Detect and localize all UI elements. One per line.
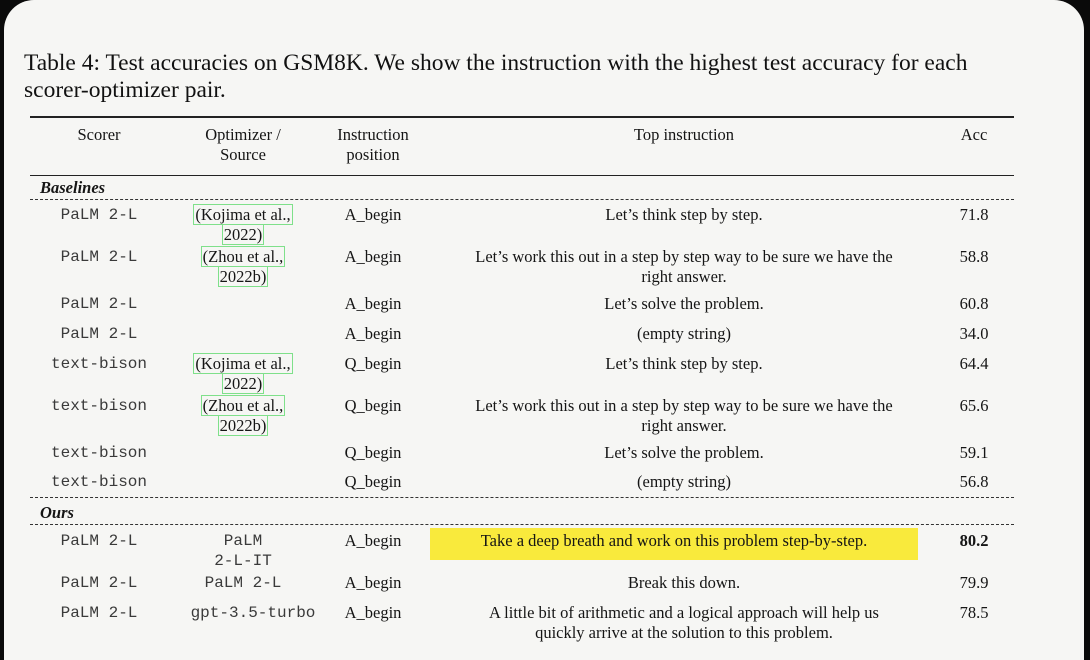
- row-scorer: text-bison: [50, 444, 147, 462]
- section-baselines: Baselines: [40, 178, 106, 197]
- row-optimizer: [178, 396, 308, 436]
- row-instruction: Let’s work this out in a step by step way to be sure we have the right answer.: [475, 247, 893, 286]
- row-instruction: Let’s solve the problem.: [604, 294, 764, 313]
- header-top-instruction: Top instruction: [633, 125, 735, 144]
- row-scorer: PaLM 2-L: [60, 604, 138, 622]
- row-position: A_begin: [344, 324, 402, 343]
- row-position: A_begin: [344, 247, 402, 266]
- citation-link[interactable]: 2022): [223, 225, 263, 244]
- row-instruction: Let’s work this out in a step by step way to be sure we have the right answer.: [475, 396, 893, 435]
- citation-link[interactable]: (Zhou et al.,: [202, 396, 284, 415]
- row-position: Q_begin: [344, 472, 402, 491]
- row-position: A_begin: [344, 603, 402, 622]
- header-scorer: Scorer: [77, 125, 121, 144]
- row-position: A_begin: [344, 531, 402, 550]
- row-position: Q_begin: [344, 396, 402, 415]
- header-instruction-position: Instruction position: [337, 125, 409, 164]
- row-position: A_begin: [344, 573, 402, 592]
- row-position: Q_begin: [344, 354, 402, 373]
- row-instruction: (empty string): [637, 472, 731, 491]
- row-acc: 58.8: [959, 247, 989, 266]
- citation-link[interactable]: 2022): [223, 374, 263, 393]
- row-position: A_begin: [344, 294, 402, 313]
- section-divider: [30, 524, 1014, 525]
- row-instruction: (empty string): [637, 324, 731, 343]
- section-ours: Ours: [40, 503, 74, 522]
- row-optimizer: PaLM 2-L: [204, 574, 282, 592]
- citation-link[interactable]: (Kojima et al.,: [195, 205, 291, 224]
- row-scorer: text-bison: [50, 355, 147, 373]
- row-scorer: text-bison: [50, 397, 147, 415]
- row-instruction: A little bit of arithmetic and a logical approach will help us quickly arrive at the solution to this problem.: [489, 603, 879, 642]
- top-rule: [30, 116, 1014, 118]
- row-scorer: PaLM 2-L: [60, 532, 138, 550]
- header-optimizer: Optimizer / Source: [205, 125, 281, 164]
- row-scorer: PaLM 2-L: [60, 574, 138, 592]
- header-rule: [30, 175, 1014, 176]
- row-acc: 78.5: [959, 603, 989, 622]
- row-scorer: PaLM 2-L: [60, 295, 138, 313]
- row-acc: 59.1: [959, 443, 989, 462]
- paper-page: [4, 0, 1084, 660]
- row-acc: 71.8: [959, 205, 989, 224]
- row-acc-best: 80.2: [959, 531, 989, 550]
- citation-link[interactable]: (Kojima et al.,: [195, 354, 291, 373]
- row-instruction: Let’s solve the problem.: [604, 443, 764, 462]
- row-optimizer: [178, 247, 308, 287]
- row-optimizer: PaLM 2-L-IT: [214, 532, 272, 570]
- row-instruction: Let’s think step by step.: [605, 354, 763, 373]
- citation-link[interactable]: 2022b): [219, 416, 267, 435]
- row-acc: 79.9: [959, 573, 989, 592]
- citation-link[interactable]: 2022b): [219, 267, 267, 286]
- row-scorer: text-bison: [50, 473, 147, 491]
- section-divider: [30, 199, 1014, 200]
- row-scorer: PaLM 2-L: [60, 325, 138, 343]
- row-position: Q_begin: [344, 443, 402, 462]
- section-divider: [30, 497, 1014, 498]
- row-acc: 60.8: [959, 294, 989, 313]
- row-acc: 64.4: [959, 354, 989, 373]
- highlighted-instruction: Take a deep breath and work on this problem step-by-step.: [430, 528, 918, 560]
- row-position: A_begin: [344, 205, 402, 224]
- row-scorer: PaLM 2-L: [60, 206, 138, 224]
- row-instruction: Break this down.: [627, 573, 741, 592]
- row-optimizer: [178, 354, 308, 394]
- citation-link[interactable]: (Zhou et al.,: [202, 247, 284, 266]
- row-instruction: Let’s think step by step.: [605, 205, 763, 224]
- row-acc: 34.0: [959, 324, 989, 343]
- row-optimizer: [178, 205, 308, 245]
- header-acc: Acc: [960, 125, 988, 144]
- row-scorer: PaLM 2-L: [60, 248, 138, 266]
- table-caption: Table 4: Test accuracies on GSM8K. We show the instruction with the highest test accuracy for each scorer-optimizer pair.: [24, 50, 968, 103]
- row-acc: 65.6: [959, 396, 989, 415]
- row-optimizer: gpt-3.5-turbo: [190, 604, 316, 622]
- row-acc: 56.8: [959, 472, 989, 491]
